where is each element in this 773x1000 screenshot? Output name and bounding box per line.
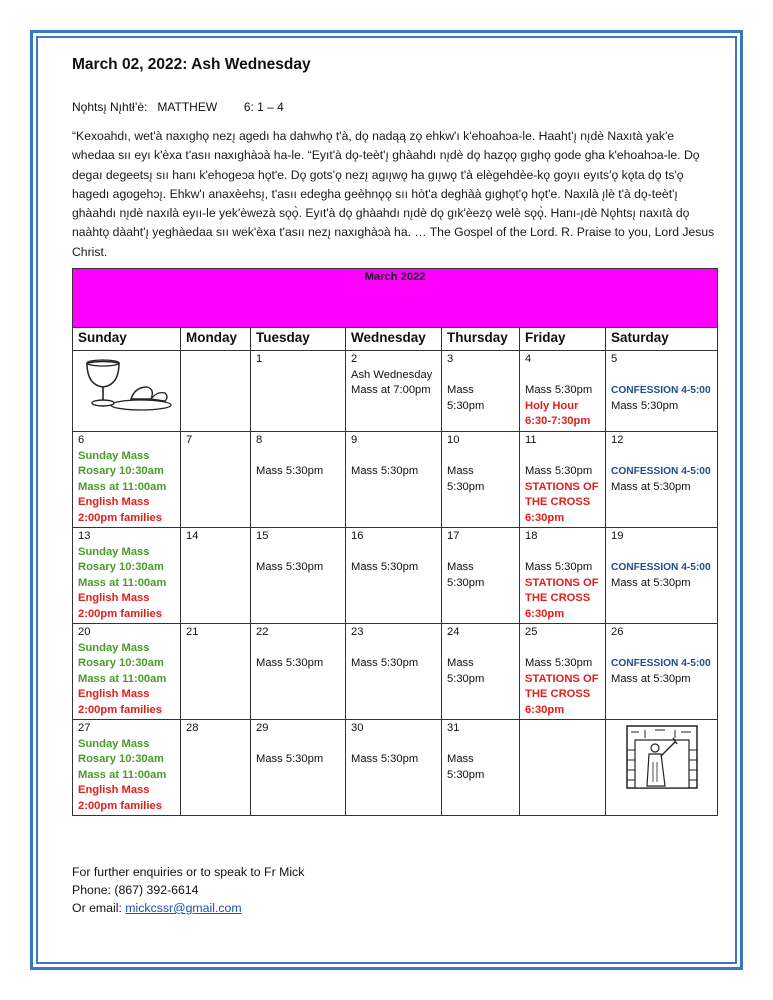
spacer	[611, 368, 712, 384]
event-line: Sunday Mass	[78, 737, 150, 750]
event-line: 5:30pm	[447, 576, 485, 589]
event-line: English Mass	[78, 592, 150, 604]
event-line: Mass 5:30pm	[611, 399, 679, 412]
calendar-day-cell	[181, 624, 251, 720]
event-line: Mass at 11:00am	[78, 768, 167, 781]
day-number: 15	[256, 530, 269, 542]
weekday-friday: Friday	[520, 328, 606, 351]
event-line: Mass 5:30pm	[256, 657, 324, 669]
spacer	[256, 545, 340, 561]
calendar-day-cell	[346, 432, 442, 528]
event-line: Mass	[447, 561, 474, 573]
calendar-weeks	[73, 351, 718, 816]
event-line: CONFESSION 4-5:00	[611, 466, 711, 477]
weekday-saturday: Saturday	[606, 328, 718, 351]
event-line: STATIONS OF	[525, 480, 599, 493]
event-line: 5:30pm	[447, 399, 485, 412]
event-line: 2:00pm families	[78, 703, 162, 716]
day-number: 28	[186, 722, 199, 734]
event-line: Mass	[447, 465, 474, 477]
calendar-table	[72, 268, 718, 816]
jesus-falls-station-icon	[611, 721, 712, 796]
event-line: Mass at 11:00am	[78, 480, 167, 493]
event-line: CONFESSION 4-5:00	[611, 562, 711, 573]
event-line: THE CROSS	[525, 688, 591, 700]
event-line: 2:00pm families	[78, 799, 162, 812]
reading-label: Nǫhtsı̨ Nı̨htł’è:	[72, 100, 148, 114]
contact-line: For further enquiries or to speak to Fr Mick	[72, 865, 305, 879]
calendar-day-cell	[346, 528, 442, 624]
calendar-day-cell	[251, 432, 346, 528]
calendar-day-cell	[181, 720, 251, 816]
event-line: Mass 5:30pm	[525, 657, 593, 669]
calendar-day-cell	[73, 432, 181, 528]
event-line: 2:00pm families	[78, 607, 162, 620]
calendar-day-cell	[520, 351, 606, 432]
spacer	[256, 449, 340, 465]
event-line: Holy Hour	[525, 399, 579, 412]
calendar-day-cell	[606, 432, 718, 528]
reading-verses: 6: 1 – 4	[243, 100, 284, 114]
event-line: Mass at 5:30pm	[611, 672, 691, 685]
day-number: 24	[447, 626, 460, 638]
calendar-day-cell	[606, 528, 718, 624]
day-number: 9	[351, 434, 358, 446]
calendar-day-cell	[606, 351, 718, 432]
calendar-day-cell	[181, 528, 251, 624]
day-number: 30	[351, 722, 364, 734]
calendar-week-row	[73, 528, 718, 624]
calendar-day-cell	[251, 624, 346, 720]
reading-book: MATTHEW	[157, 100, 218, 114]
event-line: STATIONS OF	[525, 576, 599, 589]
email-link[interactable]: mickcssr@gmail.com	[125, 901, 242, 915]
event-line: THE CROSS	[525, 592, 591, 604]
day-number: 13	[78, 530, 91, 542]
calendar-week-row	[73, 624, 718, 720]
event-line: Mass	[447, 657, 474, 669]
calendar-day-cell	[606, 624, 718, 720]
day-number: 23	[351, 626, 364, 638]
event-line: Rosary 10:30am	[78, 657, 164, 669]
event-line: Mass at 11:00am	[78, 672, 167, 685]
event-line: 6:30pm	[525, 511, 565, 524]
spacer	[351, 737, 436, 753]
day-number: 4	[525, 353, 532, 365]
event-line: Mass at 5:30pm	[611, 576, 691, 589]
event-line: 6:30-7:30pm	[525, 415, 591, 427]
event-line: Mass 5:30pm	[351, 657, 419, 669]
event-line: CONFESSION 4-5:00	[611, 385, 711, 396]
calendar-month-row	[73, 269, 718, 328]
spacer	[525, 545, 600, 561]
spacer	[447, 545, 514, 561]
spacer	[525, 368, 600, 384]
event-line: English Mass	[78, 496, 150, 508]
spacer	[447, 737, 514, 753]
day-number: 31	[447, 722, 460, 734]
event-line: Mass 5:30pm	[351, 561, 419, 573]
event-line: Sunday Mass	[78, 545, 150, 558]
calendar-day-cell	[251, 528, 346, 624]
event-line: Mass 5:30pm	[525, 384, 593, 396]
event-line: CONFESSION 4-5:00	[611, 658, 711, 669]
event-line: Mass 5:30pm	[351, 465, 419, 477]
day-number: 22	[256, 626, 269, 638]
day-number: 26	[611, 626, 624, 638]
calendar-week-row	[73, 432, 718, 528]
day-number: 5	[611, 353, 618, 365]
event-line: 5:30pm	[447, 768, 485, 781]
day-number: 25	[525, 626, 538, 638]
calendar-day-cell	[73, 720, 181, 816]
day-number: 20	[78, 626, 91, 638]
spacer	[447, 449, 514, 465]
calendar-day-cell	[520, 720, 606, 816]
event-line: English Mass	[78, 784, 150, 796]
calendar-day-cell	[442, 720, 520, 816]
spacer	[447, 368, 514, 384]
spacer	[447, 641, 514, 657]
calendar-week-row	[73, 720, 718, 816]
event-line: 2:00pm families	[78, 511, 162, 524]
calendar-day-cell	[346, 624, 442, 720]
phone-line: Phone: (867) 392-6614	[72, 883, 199, 897]
event-line: STATIONS OF	[525, 672, 599, 685]
spacer	[611, 641, 712, 657]
day-number: 10	[447, 434, 460, 446]
calendar-day-cell	[73, 351, 181, 432]
event-line: Sunday Mass	[78, 449, 150, 462]
day-number: 7	[186, 434, 193, 446]
page-title: March 02, 2022: Ash Wednesday	[72, 56, 311, 73]
day-number: 21	[186, 626, 199, 638]
day-number: 1	[256, 353, 263, 365]
calendar-day-cell	[606, 720, 718, 816]
weekday-monday: Monday	[181, 328, 251, 351]
event-line: Mass 5:30pm	[351, 753, 419, 765]
event-line: 5:30pm	[447, 480, 485, 493]
event-line: THE CROSS	[525, 496, 591, 508]
day-number: 8	[256, 434, 263, 446]
calendar-day-cell	[442, 432, 520, 528]
spacer	[611, 449, 712, 465]
event-line: Mass	[447, 753, 474, 765]
day-number: 19	[611, 530, 624, 542]
day-number: 12	[611, 434, 624, 446]
spacer	[351, 641, 436, 657]
spacer	[351, 545, 436, 561]
event-line: Mass at 5:30pm	[611, 480, 691, 493]
event-line: Mass 5:30pm	[525, 561, 593, 573]
spacer	[256, 641, 340, 657]
calendar-day-cell	[442, 351, 520, 432]
reading-reference	[72, 100, 718, 114]
event-line: 6:30pm	[525, 703, 565, 716]
spacer	[525, 449, 600, 465]
event-line: Mass 5:30pm	[256, 753, 324, 765]
calendar-day-cell	[520, 432, 606, 528]
weekday-header-row	[73, 328, 718, 351]
chalice-bread-icon	[78, 352, 175, 419]
calendar-week-row	[73, 351, 718, 432]
bulletin-header	[72, 56, 718, 262]
event-line: Mass 5:30pm	[525, 465, 593, 477]
contact-footer	[72, 863, 304, 917]
event-line: 5:30pm	[447, 672, 485, 685]
day-number: 17	[447, 530, 460, 542]
day-number: 18	[525, 530, 538, 542]
day-number: 27	[78, 722, 91, 734]
event-line: English Mass	[78, 688, 150, 700]
event-line: 6:30pm	[525, 607, 565, 620]
event-line: Ash Wednesday	[351, 368, 433, 381]
weekday-thursday: Thursday	[442, 328, 520, 351]
event-line: Mass 5:30pm	[256, 561, 324, 573]
weekday-sunday: Sunday	[73, 328, 181, 351]
weekday-tuesday: Tuesday	[251, 328, 346, 351]
gospel-passage: “Kexoahdı, wet'à naxıghǫ nezı̨ agedı ha dahwhǫ t'à, dǫ nadąą zǫ ehkw'ı k'ehoahɔa-le. Haaht'ı̨ nı̨dè Naxıtà yak'e whedaa sıı eyı k'èxa t'asıı naxıghàɔà ha-le. “Eyıt'à dǫ-teèt'ı̨ ghàahdı nı̨dè dǫ hazǫǫ gıghǫ gode gha k'ehoahɔa-le. Dǫ degaı degeetsı̨ sıı hanı k'ehogeɔa hǫt'e. Dǫ gots'ǫ nezı̨ agıı̨wǫ ha gıı̨wǫ t'à elègehdèe-kǫ goyıı eyıts'ǫ kǫta dǫ ts'ǫ hagedı agogehɔı̨. Ehkw'ı anaxèehsı̨, t'asıı edegha geèhnǫǫ sıı hòt'a deghàà gıghǫt'ǫ hǫt'e. Naxılà ı̨lè t'à dǫ-teèt'ı̨ ghàahdı nı̨dè naxılà eyıı-le yek'èwezà sǫǫ̀. Eyıt'à dǫ ghàahdı nı̨dè dǫ gık'èezǫ welè sǫǫ̀. Hanı-ı̨dè Nǫhtsı̨ naxıtà dǫ naàhtǫ dàaht'ı̨ yeghàedaa sıı wek'èxa t'asıı nezı̨ naxıghàɔà ha. … The Gospel of the Lord. R. Praise to you, Lord Jesus Christ.	[72, 129, 715, 259]
event-line: Rosary 10:30am	[78, 753, 164, 765]
calendar-day-cell	[346, 351, 442, 432]
email-line	[72, 899, 304, 917]
day-number: 2	[351, 353, 358, 365]
day-number: 29	[256, 722, 269, 734]
day-number: 6	[78, 434, 85, 446]
email-label: Or email:	[72, 901, 126, 915]
spacer	[256, 737, 340, 753]
day-number: 16	[351, 530, 364, 542]
event-line: Rosary 10:30am	[78, 465, 164, 477]
spacer	[351, 449, 436, 465]
event-line: Mass at 7:00pm	[351, 384, 431, 396]
calendar-day-cell	[181, 351, 251, 432]
weekday-wednesday: Wednesday	[346, 328, 442, 351]
spacer	[525, 641, 600, 657]
calendar-day-cell	[442, 528, 520, 624]
calendar-day-cell	[73, 528, 181, 624]
event-line: Mass	[447, 384, 474, 396]
event-line: Mass at 11:00am	[78, 576, 167, 589]
calendar-day-cell	[251, 351, 346, 432]
spacer	[611, 545, 712, 561]
calendar-day-cell	[251, 720, 346, 816]
calendar-day-cell	[346, 720, 442, 816]
calendar-day-cell	[181, 432, 251, 528]
calendar-day-cell	[73, 624, 181, 720]
calendar-day-cell	[520, 624, 606, 720]
day-number: 3	[447, 353, 454, 365]
day-number: 14	[186, 530, 199, 542]
calendar-day-cell	[520, 528, 606, 624]
event-line: Rosary 10:30am	[78, 561, 164, 573]
event-line: Mass 5:30pm	[256, 465, 324, 477]
calendar-month-title: March 2022	[73, 269, 718, 328]
event-line: Sunday Mass	[78, 641, 150, 654]
day-number: 11	[525, 434, 537, 446]
calendar-day-cell	[442, 624, 520, 720]
